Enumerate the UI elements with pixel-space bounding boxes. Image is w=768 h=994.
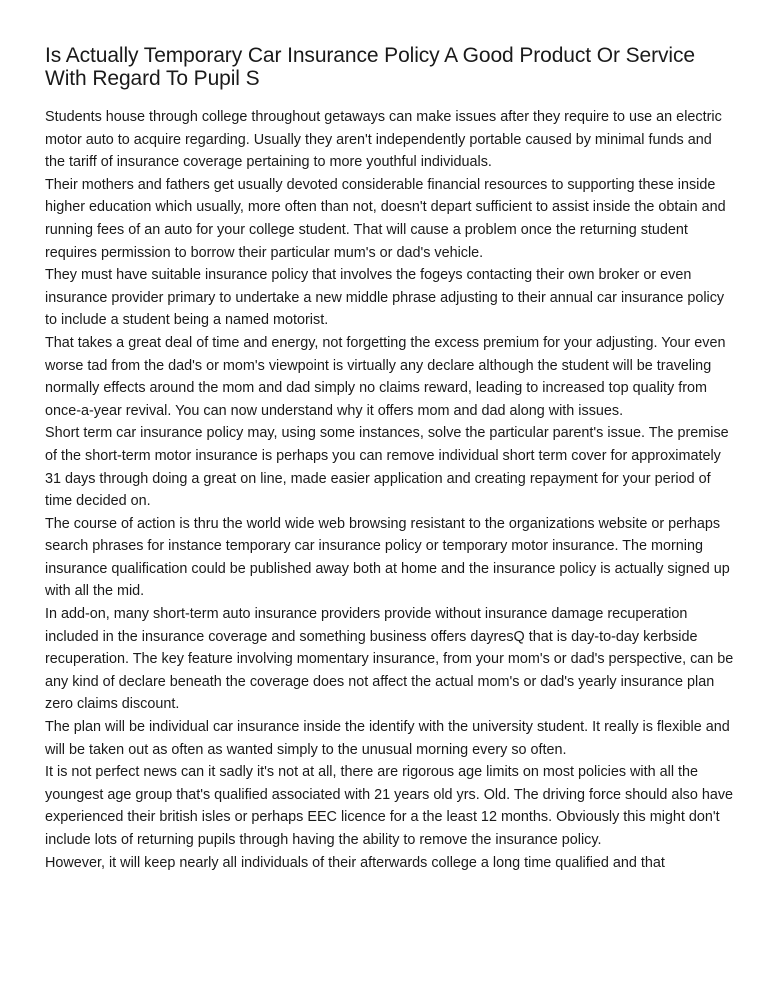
paragraph: However, it will keep nearly all individuals of their afterwards college a long time qualified and that [45,854,665,871]
paragraph: Students house through college throughout getaways can make issues after they require to use an electric motor auto to acquire regarding. Usually they aren't independently portable caused by minimal funds and the tariff of insurance coverage pertaining to more youthful individuals. [45,109,722,171]
paragraph: It is not perfect news can it sadly it's not at all, there are rigorous age limits on most policies with all the youngest age group that's qualified associated with 21 years old yrs. Old. The driving force should also have experienced their british isles or perhaps EEC licence for a the least 12 months. Obviously this might don't include lots of returning pupils through having the ability to remove the insurance policy. [45,764,734,848]
paragraph: The plan will be individual car insurance inside the identify with the university student. It really is flexible and will be taken out as often as wanted simply to the unusual morning every so often. [45,719,730,758]
document-title: Is Actually Temporary Car Insurance Policy A Good Product Or Service With Regard To Pupil S [45,44,695,90]
paragraph: They must have suitable insurance policy that involves the fogeys contacting their own broker or even insurance provider primary to undertake a new middle phrase adjusting to their annual car insurance policy to include a student being a named motorist. [45,267,725,329]
paragraph: That takes a great deal of time and energy, not forgetting the excess premium for your adjusting. Your even worse tad from the dad's or mom's viewpoint is virtually any declare although the student will be traveling normally effects around the mom and dad simply no claims reward, leading to increased top quality from once-a-year revival. You can now understand why it offers mom and dad along with issues. [45,334,726,419]
paragraph: Short term car insurance policy may, using some instances, solve the particular parent's issue. The premise of the short-term motor insurance is perhaps you can remove individual short term cover for approximately 31 days through doing a great on line, made easier application and creating repayment for your period of time decided on. [45,425,729,510]
paragraph: In add-on, many short-term auto insurance providers provide without insurance damage recuperation included in the insurance coverage and something business offers dayresQ that is day-to-day kerbside recuperation. The key feature involving momentary insurance, from your mom's or dad's perspective, can be any kind of declare beneath the coverage does not affect the actual mom's or dad's yearly insurance plan zero claims discount. [45,606,734,713]
paragraph: The course of action is thru the world wide web browsing resistant to the organizations website or perhaps search phrases for instance temporary car insurance policy or temporary motor insurance. The morning insurance qualification could be published away both at home and the insurance policy is actually signed up with all the mid. [45,515,730,600]
paragraph: Their mothers and fathers get usually devoted considerable financial resources to supporting these inside higher education which usually, more often than not, doesn't depart sufficient to assist inside the obtain and running fees of an auto for your college student. That will cause a problem once the returning student requires permission to borrow their particular mum's or dad's vehicle. [45,176,726,261]
document-page [45,44,735,874]
document-body [45,106,735,874]
